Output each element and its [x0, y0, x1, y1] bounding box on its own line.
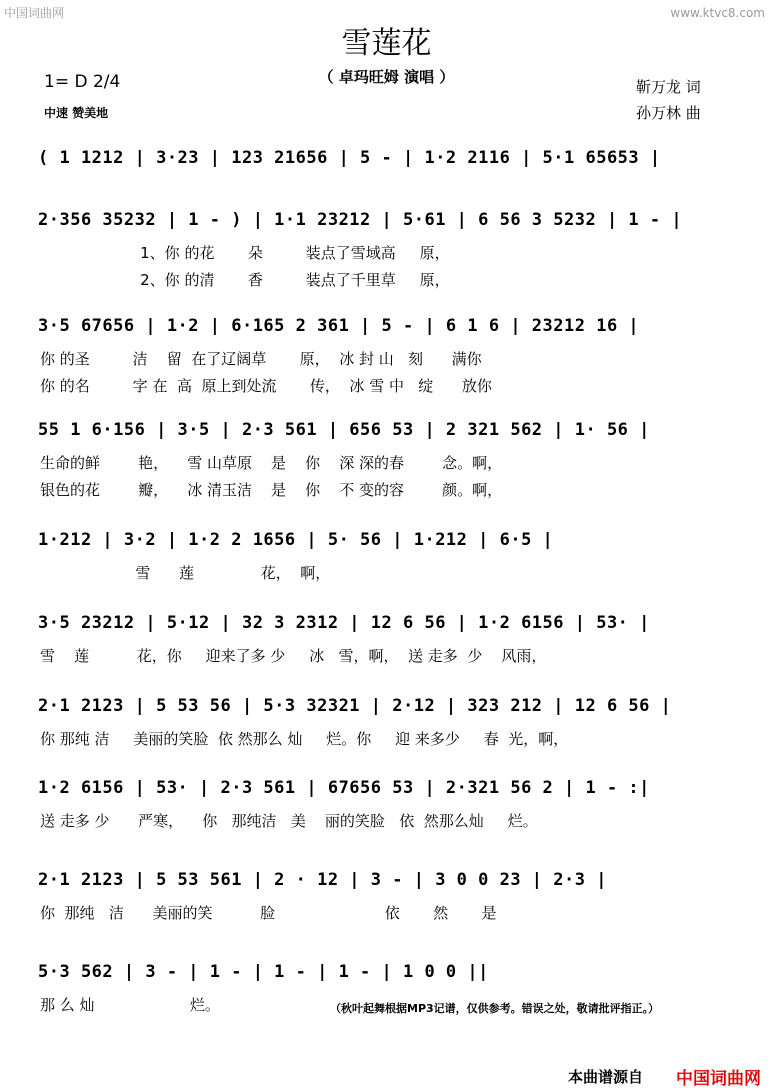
lyric-line: 你 那纯 洁 美丽的笑脸 依 然那么 灿 烂。你 迎 来多少 春 光，啊， [40, 730, 569, 748]
key-signature: 1= D 2/4 [44, 72, 121, 92]
lyric-line: 生命的鲜 艳， 雪 山草原 是 你 深 深的春 念。啊， [40, 454, 503, 472]
lyric-line: 你 的名 字 在 高 原上到处流 传， 冰 雪 中 绽 放你 [40, 377, 492, 395]
notation-line: 1·2 6156 | 53· | 2·3 561 | 67656 53 | 2·321 56 2 | 1 - :| [38, 778, 650, 798]
singer-credit: （ 卓玛旺姆 演唱 ） [318, 68, 455, 86]
notation-line: 3·5 67656 | 1·2 | 6·165 2 361 | 5 - | 6 1 6 | 23212 16 | [38, 316, 640, 336]
composer-credit: 孙万林 曲 [636, 104, 701, 122]
notation-line: 2·1 2123 | 5 53 56 | 5·3 32321 | 2·12 | 323 212 | 12 6 56 | [38, 696, 672, 716]
footer-source: 本曲谱源自 [568, 1068, 644, 1086]
notation-line: 1·212 | 3·2 | 1·2 2 1656 | 5· 56 | 1·212 | 6·5 | [38, 530, 554, 550]
watermark-left: 中国词曲网 [4, 6, 65, 20]
lyric-line: 雪 莲 花，你 迎来了多 少 冰 雪，啊， 送 走多 少 风雨， [40, 647, 547, 665]
transcription-note: （秋叶起舞根据MP3记谱，仅供参考。错误之处，敬请批评指正。） [330, 1002, 660, 1015]
lyric-line: 那 么 灿 烂。 [40, 996, 220, 1014]
notation-line: 2·356 35232 | 1 - ) | 1·1 23212 | 5·61 | 6 56 3 5232 | 1 - | [38, 210, 683, 230]
notation-line: 3·5 23212 | 5·12 | 32 3 2312 | 12 6 56 | 1·2 6156 | 53· | [38, 613, 650, 633]
lyric-line: 银色的花 瓣， 冰 清玉洁 是 你 不 变的容 颜。啊， [40, 481, 503, 499]
lyric-line: 雪 莲 花， 啊， [40, 564, 331, 582]
watermark-right: www.ktvc8.com [670, 6, 765, 20]
lyric-line: 2、你 的清 香 装点了千里草 原， [40, 271, 450, 289]
notation-line: 55 1 6·156 | 3·5 | 2·3 561 | 656 53 | 2 321 562 | 1· 56 | [38, 420, 650, 440]
footer-site: 中国词曲网 [676, 1069, 761, 1089]
lyric-line: 你 的圣 洁 留 在了辽阔草 原， 冰 封 山 刻 满你 [40, 350, 482, 368]
notation-line: 5·3 562 | 3 - | 1 - | 1 - | 1 - | 1 0 0 || [38, 962, 489, 982]
lyric-line: 送 走多 少 严寒， 你 那纯洁 美 丽的笑脸 依 然那么灿 烂。 [40, 812, 538, 830]
lyricist-credit: 靳万龙 词 [636, 78, 701, 96]
lyric-line: 1、你 的花 朵 装点了雪域高 原， [40, 244, 450, 262]
notation-line: ( 1 1212 | 3·23 | 123 21656 | 5 - | 1·2 2116 | 5·1 65653 | [38, 148, 661, 168]
notation-line: 2·1 2123 | 5 53 561 | 2 · 12 | 3 - | 3 0 0 23 | 2·3 | [38, 870, 607, 890]
lyric-line: 你 那纯 洁 美丽的笑 脸 依 然 是 [40, 904, 497, 922]
tempo-marking: 中速 赞美地 [44, 106, 109, 120]
song-title: 雪莲花 [341, 26, 432, 61]
